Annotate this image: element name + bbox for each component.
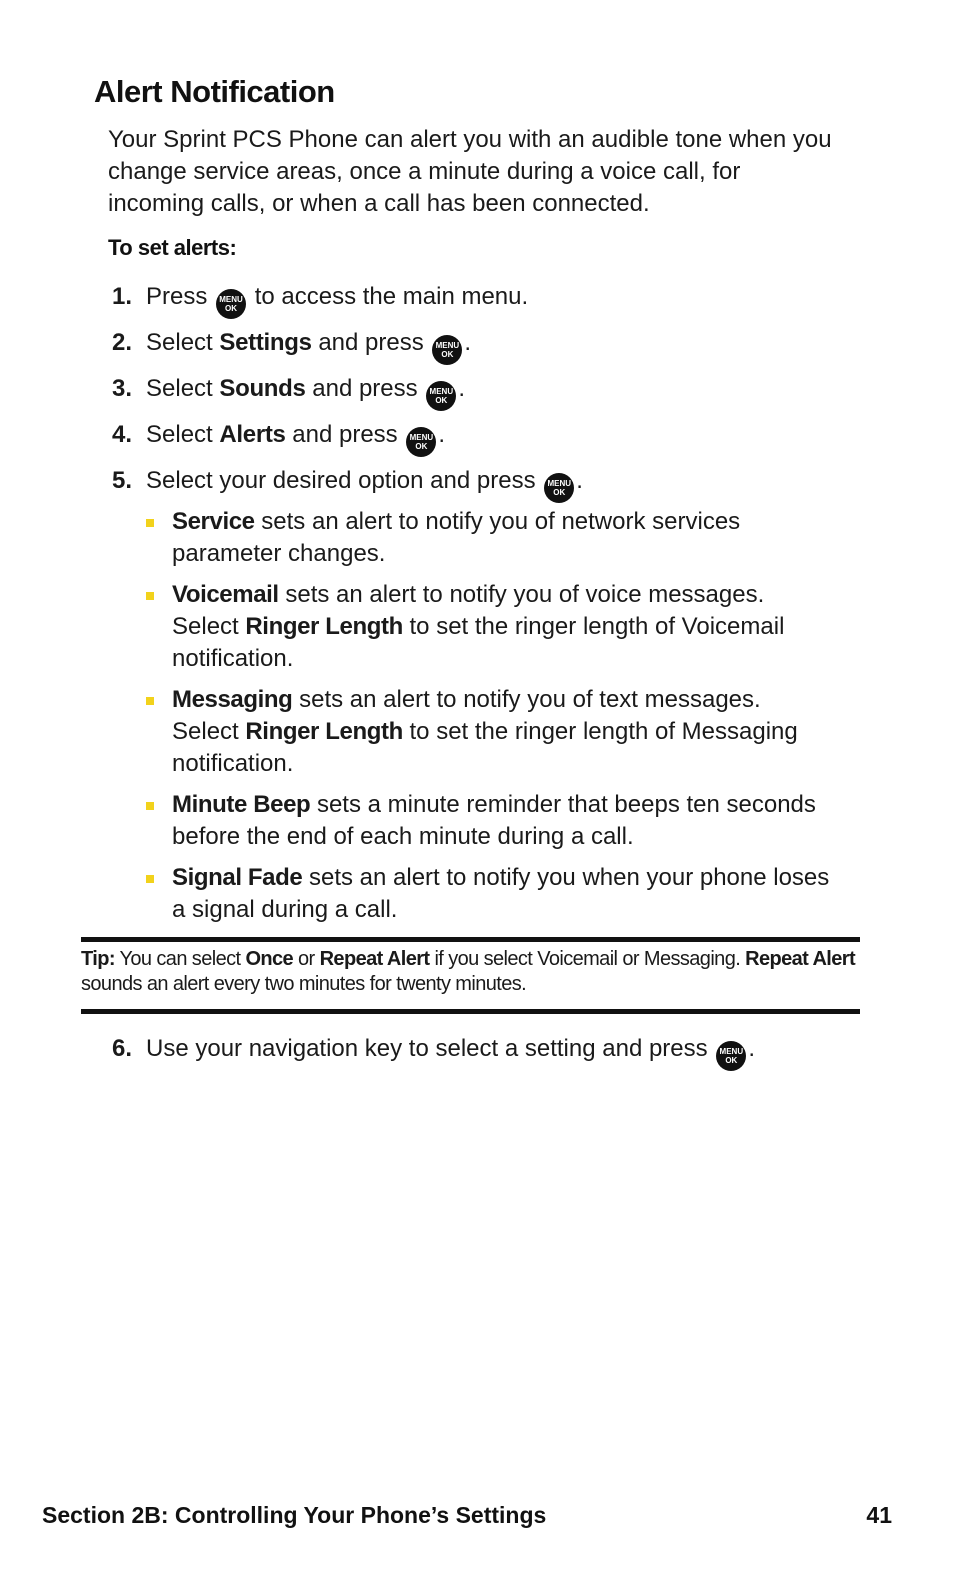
tip-text: or <box>298 948 315 970</box>
option-name: Minute Beep <box>172 791 311 818</box>
step-3: 3. Select Sounds and press MENU OK . <box>112 373 465 411</box>
option-description: Select <box>172 613 239 640</box>
step-4: 4. Select Alerts and press MENU OK . <box>112 419 445 457</box>
tip-text: sounds an alert every two minutes for twenty minutes. <box>81 973 527 995</box>
bullet-square-icon <box>146 519 154 527</box>
section-title: Section 2B: Controlling Your Phone’s Settings <box>42 1502 547 1528</box>
menu-ok-key-icon: MENU OK <box>544 473 574 503</box>
page-title: Alert Notification <box>94 74 335 109</box>
step-number: 5. <box>112 467 133 494</box>
step-text: Select <box>146 375 213 402</box>
step-number: 4. <box>112 421 133 448</box>
bullet-square-icon <box>146 875 154 883</box>
option-description: to set the ringer length of Messaging notification. <box>172 718 798 777</box>
option-description: sets an alert to notify you of text messages. <box>299 686 761 713</box>
tip-bold: Repeat Alert <box>745 948 856 970</box>
intro-paragraph: Your Sprint PCS Phone can alert you with an audible tone when you change service areas, once a minute during a voice call, for incoming calls, or when a call has been connected. <box>108 126 832 217</box>
option-description: sets a minute reminder that beeps ten seconds before the end of each minute during a call. <box>172 791 816 850</box>
menu-ok-key-icon: MENU OK <box>716 1041 746 1071</box>
menu-ok-key-icon: MENU OK <box>432 335 462 365</box>
step-text: Use your navigation key to select a setting and press <box>146 1035 708 1062</box>
tip-text: You can select <box>119 948 241 970</box>
menu-option-alerts: Alerts <box>219 421 286 448</box>
menu-option-settings: Settings <box>219 329 312 356</box>
menu-ok-key-icon: MENU OK <box>406 427 436 457</box>
bullet-square-icon <box>146 802 154 810</box>
option-name: Ringer Length <box>245 613 403 640</box>
step-1 <box>112 281 528 319</box>
menu-ok-key-icon: MENU OK <box>216 289 246 319</box>
step-text: and press <box>318 329 424 356</box>
menu-option-sounds: Sounds <box>219 375 306 402</box>
step-number: 3. <box>112 375 133 402</box>
option-description: sets an alert to notify you when your phone loses a signal during a call. <box>172 864 830 923</box>
list-item <box>146 506 846 570</box>
option-description: to set the ringer length of Voicemail notification. <box>172 613 785 672</box>
step-2: 2. Select Settings and press MENU OK . <box>112 327 471 365</box>
list-item <box>146 684 846 780</box>
alert-options-list <box>146 506 846 935</box>
option-description: Select <box>172 718 239 745</box>
option-name: Messaging <box>172 686 293 713</box>
tip-label: Tip: <box>81 948 115 970</box>
step-text: Select <box>146 329 213 356</box>
option-description: sets an alert to notify you of voice messages. <box>285 581 765 608</box>
option-description: sets an alert to notify you of network services parameter changes. <box>172 508 741 567</box>
tip-text: if you select Voicemail or Messaging. <box>434 948 741 970</box>
tip-box <box>81 937 860 1014</box>
tip-bold: Once <box>245 948 294 970</box>
list-item <box>146 789 846 853</box>
step-text: to access the main menu. <box>254 283 529 310</box>
option-name: Voicemail <box>172 581 279 608</box>
step-number: 6. <box>112 1035 133 1062</box>
step-number: 1. <box>112 283 133 310</box>
bullet-square-icon <box>146 697 154 705</box>
step-text: Select your desired option and press <box>146 467 536 494</box>
step-text: Select <box>146 421 213 448</box>
option-name: Service <box>172 508 255 535</box>
tip-bold: Repeat Alert <box>319 948 430 970</box>
step-number: 2. <box>112 329 133 356</box>
list-item <box>146 862 846 926</box>
step-6: 6. Use your navigation key to select a setting and press MENU OK . <box>112 1033 755 1071</box>
step-5: 5. Select your desired option and press MENU OK . <box>112 465 583 503</box>
option-name: Ringer Length <box>245 718 403 745</box>
list-item <box>146 579 846 675</box>
step-text: and press <box>312 375 418 402</box>
step-text: and press <box>292 421 398 448</box>
option-name: Signal Fade <box>172 864 303 891</box>
procedure-heading: To set alerts: <box>108 235 237 260</box>
menu-ok-key-icon: MENU OK <box>426 381 456 411</box>
page-footer <box>42 1502 892 1529</box>
step-text: Press <box>146 283 208 310</box>
page-number: 41 <box>866 1502 892 1528</box>
bullet-square-icon <box>146 592 154 600</box>
